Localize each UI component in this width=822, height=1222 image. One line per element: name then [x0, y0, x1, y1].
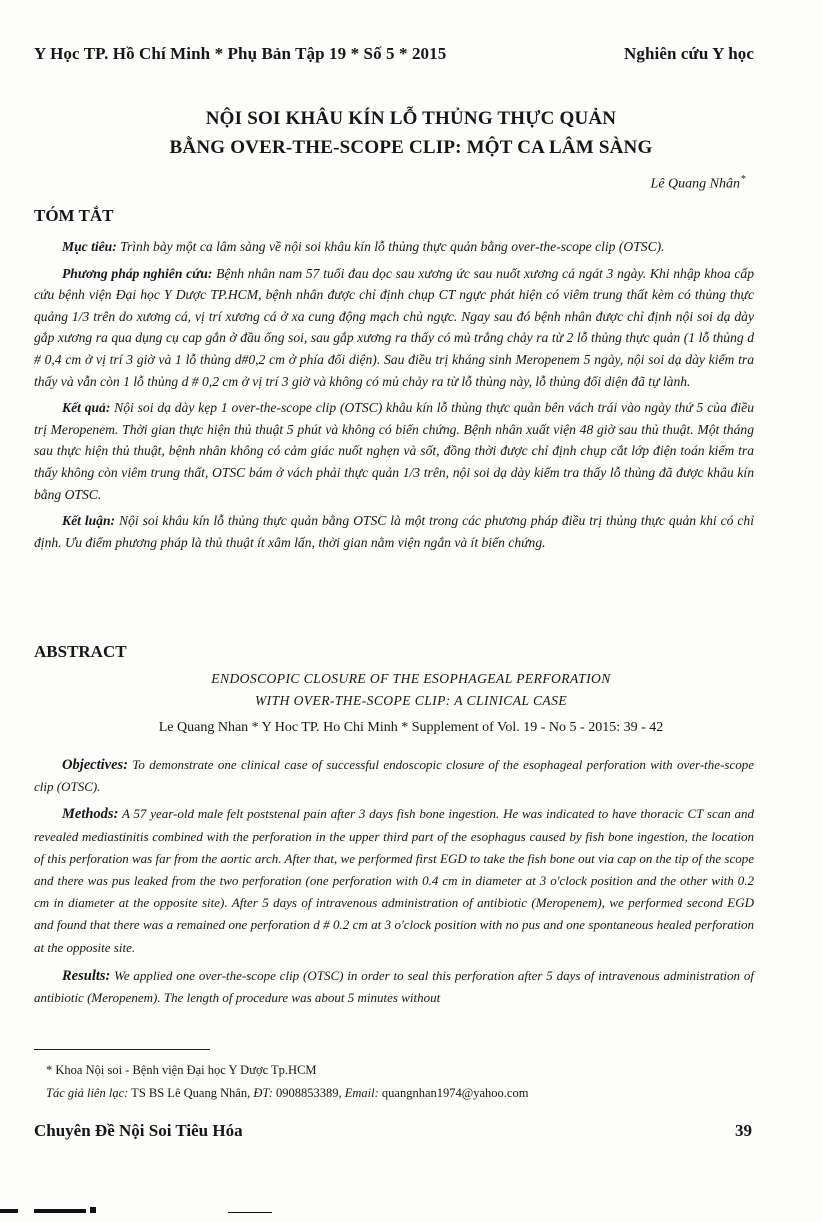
running-head-journal: Y Học TP. Hồ Chí Minh * Phụ Bản Tập 19 * Số 5 * 2015	[34, 44, 447, 63]
scan-artifact	[90, 1207, 96, 1213]
footnote-affiliation: * Khoa Nội soi - Bệnh viện Đại học Y Dược Tp.HCM	[46, 1063, 317, 1077]
contact-label: Tác giả liên lạc:	[46, 1086, 129, 1100]
methods-paragraph	[34, 803, 754, 958]
methods-label: Methods:	[62, 806, 119, 823]
author-name: Lê Quang Nhân	[650, 176, 740, 192]
abstract-body	[34, 754, 754, 1009]
email-label: Email:	[344, 1086, 379, 1100]
muc-tieu-text: Trình bày một ca lâm sàng về nội soi khâu kín lỗ thủng thực quản bằng over-the-scope clip (OTSC).	[116, 239, 665, 254]
tomtat-body	[34, 236, 754, 553]
title-line-1: NỘI SOI KHÂU KÍN LỖ THỦNG THỰC QUẢN	[205, 108, 617, 129]
abstract-citation: Le Quang Nhan * Y Hoc TP. Ho Chi Minh * Supplement of Vol. 19 - No 5 - 2015: 39 - 42	[158, 720, 664, 735]
ketluan-text: Nội soi khâu kín lỗ thủng thực quản bằng OTSC là một trong các phương pháp điều trị thủng thực quản khi có chỉ định. Ưu điểm phương pháp là thủ thuật ít xâm lấn, thời gian nằm viện ngắn và ít biến chứng.	[34, 513, 754, 550]
ppnc-text: Bệnh nhân nam 57 tuổi đau dọc sau xương ức sau nuốt xương cá ngát 3 ngày. Khi nhập khoa cấp cứu bệnh viện Đại học Y Dược TP.HCM, bệnh nhân được chỉ định chụp CT ngực phát hiện có viêm trung thất kèm có thủng thực quảng 1/3 trên do xương cá, vị trí xương cá ở xa cung động mạch chủ ngực. Ngay sau đó bệnh nhân được chỉ định nội soi dạ dày gắp xương ra qua dụng cụ cap gắn ở đầu ống soi, sau gắp xương ra thấy có mủ trắng chảy ra từ 2 lỗ thủng thực quản (1 lỗ thủng d # 0,4 cm ở vị trí 3 giờ và 1 lỗ thủng d#0,2 cm ở phía đối diện). Sau điều trị kháng sinh Meropenem 5 ngày, nội soi dạ dày kiểm tra thấy và vẫn còn 1 lỗ thủng d # 0,2 cm ở vị trí 3 giờ và không có mủ chảy ra từ lỗ thủng này, lỗ thủng đối diện đã tự lành.	[34, 265, 754, 389]
objectives-label: Objectives:	[62, 757, 129, 773]
muc-tieu-label: Mục tiêu:	[62, 239, 117, 254]
author-mark: *	[741, 174, 746, 185]
objectives-paragraph	[34, 754, 754, 798]
ketluan-paragraph	[34, 510, 754, 553]
ppnc-label: Phương pháp nghiên cứu:	[62, 265, 213, 281]
results-label: Results:	[62, 967, 111, 984]
contact-name: TS BS Lê Quang Nhân,	[128, 1086, 254, 1100]
scan-artifact	[228, 1212, 272, 1213]
page-number: 39	[735, 1121, 752, 1140]
ketqua-paragraph	[34, 397, 754, 505]
objectives-text: To demonstrate one clinical case of successful endoscopic closure of the esophageal perforation with over-the-scope clip (OTSC).	[34, 757, 754, 795]
phone-number: 0908853389,	[272, 1086, 345, 1100]
abstract-title-line-2: WITH OVER-THE-SCOPE CLIP: A CLINICAL CASE	[254, 693, 568, 708]
results-paragraph	[34, 965, 754, 1009]
footer-section-title: Chuyên Đề Nội Soi Tiêu Hóa	[34, 1121, 243, 1140]
running-head-section: Nghiên cứu Y học	[623, 44, 754, 63]
scan-artifact	[34, 1209, 86, 1213]
muc-tieu-paragraph	[34, 236, 754, 258]
abstract-heading: ABSTRACT	[34, 642, 127, 661]
author	[651, 174, 746, 193]
methods-text: A 57 year-old male felt poststenal pain after 3 days fish bone ingestion. He was indicated to have thoracic CT scan and revealed mediastinitis combined with the perforation in the upper third part of the esophagus caused by fish bone ingestion, the location of this perforation was far from the aortic arch. After that, we performed first EGD to take the fish bone out via cap on the tip of the scope and there was pus leaked from the two perforation (one perforation with 0.4 cm in diameter at 3 o'clock position and the other with 0.2 cm in diameter at the opposite site). After 5 days of intravenous administration of antibiotic (Meropenem), we performed second EGD and found that there was a remained one perforation d # 0.2 cm at 3 o'clock position with no pus and one spontaneous healed perforation at the opposite site.	[34, 806, 754, 955]
tomtat-heading: TÓM TẮT	[34, 206, 114, 225]
ketqua-label: Kết quả:	[62, 400, 111, 416]
title-line-2: BẰNG OVER-THE-SCOPE CLIP: MỘT CA LÂM SÀNG	[169, 137, 653, 158]
email-address: quangnhan1974@yahoo.com	[378, 1086, 529, 1100]
ketluan-label: Kết luận:	[62, 513, 116, 529]
results-text: We applied one over-the-scope clip (OTSC) in order to seal this perforation after 5 days of intravenous administration of antibiotic (Meropenem). The length of procedure was about 5 minutes without	[34, 967, 754, 1006]
abstract-title	[0, 668, 822, 712]
phone-label: ĐT:	[253, 1086, 273, 1100]
scan-artifact	[0, 1209, 18, 1213]
ketqua-text: Nội soi dạ dày kẹp 1 over-the-scope clip (OTSC) khâu kín lỗ thủng thực quản bên vách trái vào ngày thứ 5 của điều trị Meropenem. Thời gian thực hiện thủ thuật 5 phút và không có biến chứng. Bệnh nhân xuất viện 48 giờ sau thủ thuật. Một tháng sau thực hiện thủ thuật, bệnh nhân không có cảm giác nuốt nghẹn và sốt, đồng thời được chỉ định chụp cắt lớp điện toán kiểm tra thấy không còn viêm trung thất, OTSC bám ở vách phải thực quản 1/3 trên, nội soi dạ dày kiểm tra thấy lỗ thủng đã được khâu kín bằng OTSC.	[34, 400, 754, 502]
footnote-divider	[34, 1049, 210, 1050]
article-title	[0, 104, 822, 162]
ppnc-paragraph	[34, 263, 754, 393]
abstract-title-line-1: ENDOSCOPIC CLOSURE OF THE ESOPHAGEAL PERFORATION	[211, 671, 611, 686]
footnote-contact	[46, 1086, 528, 1101]
